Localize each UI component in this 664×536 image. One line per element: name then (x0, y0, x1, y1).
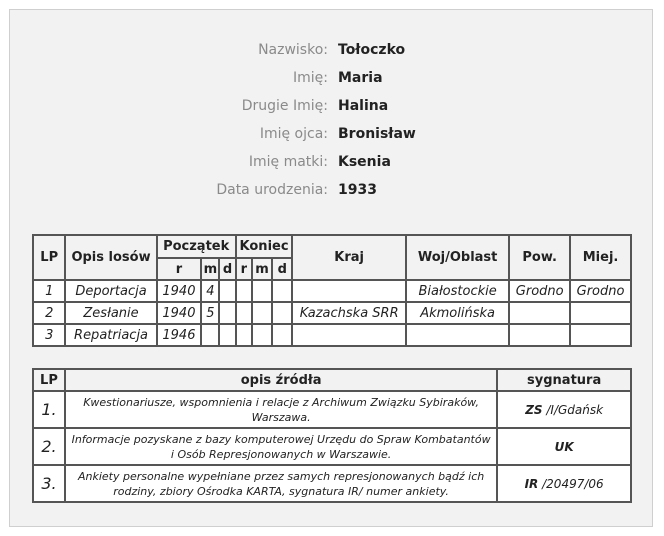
cell-country (292, 280, 406, 302)
field-value: Tołoczko (338, 42, 406, 58)
cell-lp: 2 (33, 302, 65, 324)
col-header-signature: sygnatura (497, 369, 631, 391)
cell-end-year (236, 302, 252, 324)
cell-description: Zesłanie (65, 302, 156, 324)
field-label: Drugie Imię: (241, 98, 328, 114)
field-label: Imię matki: (248, 154, 328, 170)
cell-source-description: Kwestionariusze, wspomnienia i relacje z Archiwum Związku Sybiraków, Warszawa. (65, 391, 497, 428)
signature-suffix: /20497/06 (538, 476, 604, 491)
field-father-name (10, 120, 652, 148)
cell-district (509, 324, 570, 346)
field-label: Nazwisko: (258, 42, 328, 58)
signature-code: ZS (525, 402, 543, 417)
field-label: Imię: (293, 70, 328, 86)
cell-description: Deportacja (65, 280, 156, 302)
cell-end-day (272, 324, 292, 346)
cell-start-year: 1940 (157, 302, 202, 324)
cell-source-description: Ankiety personalne wypełniane przez samych represjonowanych bądź ich rodziny, zbiory Ośrodka KARTA, sygnatura IR/ numer ankiety. (65, 465, 497, 502)
field-value: Bronisław (338, 126, 416, 142)
cell-start-year: 1946 (157, 324, 202, 346)
field-label: Imię ojca: (259, 126, 328, 142)
table-row (33, 465, 631, 502)
table-row (33, 280, 631, 302)
col-header-end-day: d (272, 258, 292, 280)
field-mother-name (10, 148, 652, 176)
field-birth-date (10, 176, 652, 204)
col-header-lp: LP (33, 235, 65, 280)
cell-start-month (201, 324, 219, 346)
cell-end-day (272, 280, 292, 302)
person-details (10, 36, 652, 204)
field-value: Maria (338, 70, 383, 86)
col-header-start-month: m (201, 258, 219, 280)
field-label: Data urodzenia: (216, 182, 328, 198)
cell-district (509, 302, 570, 324)
col-header-lp: LP (33, 369, 65, 391)
table-row (33, 324, 631, 346)
cell-signature (497, 428, 631, 465)
col-header-end-month: m (252, 258, 272, 280)
cell-lp: 2. (33, 428, 65, 465)
col-header-town: Miej. (570, 235, 631, 280)
col-header-start: Początek (157, 235, 236, 258)
signature-suffix: /I/Gdańsk (542, 402, 604, 417)
col-header-source-description: opis źródła (65, 369, 497, 391)
fates-table (32, 234, 632, 347)
signature-code: UK (554, 439, 574, 454)
cell-lp: 3 (33, 324, 65, 346)
cell-end-month (252, 302, 272, 324)
col-header-start-year: r (157, 258, 202, 280)
cell-country: Kazachska SRR (292, 302, 406, 324)
cell-start-month: 5 (201, 302, 219, 324)
col-header-province: Woj/Oblast (406, 235, 509, 280)
cell-end-month (252, 280, 272, 302)
field-second-name (10, 92, 652, 120)
cell-end-month (252, 324, 272, 346)
cell-lp: 1. (33, 391, 65, 428)
record-panel (9, 9, 653, 527)
cell-lp: 3. (33, 465, 65, 502)
field-first-name (10, 64, 652, 92)
cell-description: Repatriacja (65, 324, 156, 346)
col-header-end: Koniec (236, 235, 293, 258)
cell-end-year (236, 324, 252, 346)
cell-start-year: 1940 (157, 280, 202, 302)
cell-end-day (272, 302, 292, 324)
cell-town (570, 324, 631, 346)
col-header-description: Opis losów (65, 235, 156, 280)
cell-start-day (219, 280, 235, 302)
cell-end-year (236, 280, 252, 302)
cell-town: Grodno (570, 280, 631, 302)
table-row (33, 428, 631, 465)
col-header-end-year: r (236, 258, 252, 280)
col-header-country: Kraj (292, 235, 406, 280)
field-value: 1933 (338, 182, 377, 198)
cell-lp: 1 (33, 280, 65, 302)
sources-table (32, 368, 632, 503)
cell-source-description: Informacje pozyskane z bazy komputerowej Urzędu do Spraw Kombatantów i Osób Represjonowanych w Warszawie. (65, 428, 497, 465)
cell-town (570, 302, 631, 324)
cell-province: Akmolińska (406, 302, 509, 324)
cell-district: Grodno (509, 280, 570, 302)
cell-province (406, 324, 509, 346)
cell-signature (497, 465, 631, 502)
col-header-start-day: d (219, 258, 235, 280)
cell-country (292, 324, 406, 346)
field-value: Ksenia (338, 154, 391, 170)
cell-start-day (219, 302, 235, 324)
table-row (33, 391, 631, 428)
cell-province: Białostockie (406, 280, 509, 302)
field-surname (10, 36, 652, 64)
cell-signature (497, 391, 631, 428)
signature-code: IR (524, 476, 539, 491)
table-row (33, 302, 631, 324)
cell-start-month: 4 (201, 280, 219, 302)
cell-start-day (219, 324, 235, 346)
col-header-district: Pow. (509, 235, 570, 280)
field-value: Halina (338, 98, 389, 114)
